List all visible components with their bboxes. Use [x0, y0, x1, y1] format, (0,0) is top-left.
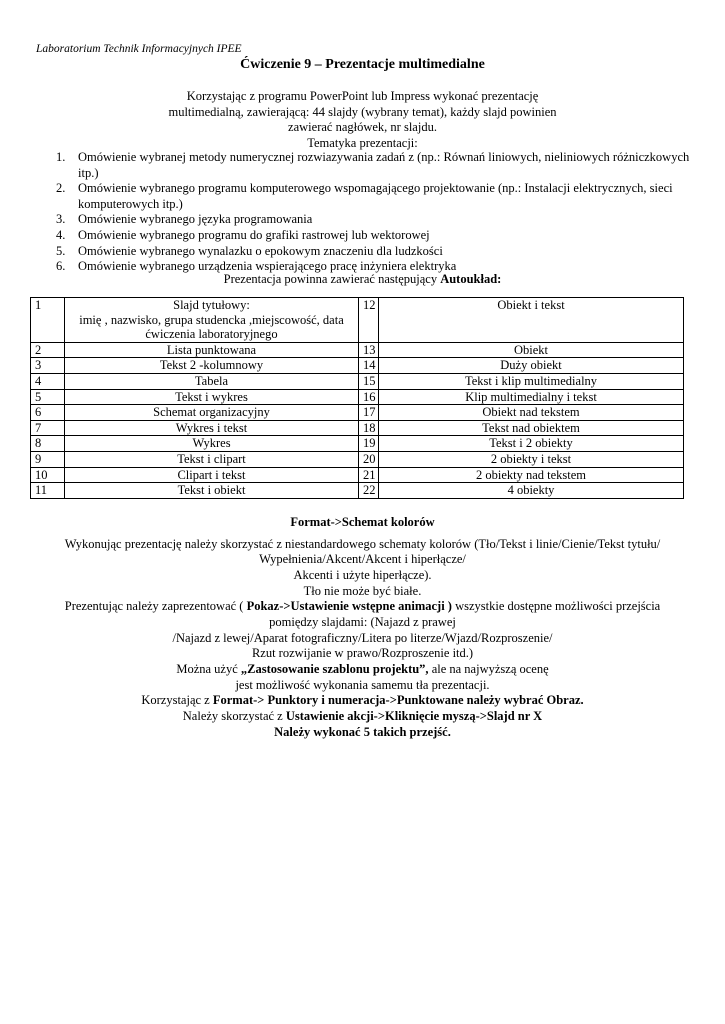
- slide-layout-table: [30, 297, 684, 499]
- outro-line: Korzystając z Format-> Punktory i numeracja->Punktowane należy wybrać Obraz.: [141, 693, 584, 708]
- slide-number: 1: [31, 298, 65, 343]
- slide-layout-name: Tekst i clipart: [65, 451, 359, 467]
- slide-number: 14: [359, 358, 379, 374]
- slide-number: 4: [31, 373, 65, 389]
- topic-text: Omówienie wybranego wynalazku o epokowym znaczeniu dla ludzkości: [78, 243, 443, 258]
- slide-layout-name: 2 obiekty nad tekstem: [379, 467, 684, 483]
- slide-layout-name: Klip multimedialny i tekst: [379, 389, 684, 405]
- slide-layout-name: Duży obiekt: [379, 358, 684, 374]
- final-instruction: Należy wykonać 5 takich przejść.: [274, 724, 451, 739]
- outro-line: Tło nie może być białe.: [303, 583, 422, 598]
- topic-item: [56, 228, 696, 244]
- slide-layout-name: Obiekt i tekst: [379, 298, 684, 343]
- slide-layout-name: Slajd tytułowy: imię , nazwisko, grupa studencka ,miejscowość, data ćwiczenia laboratoryjnego: [65, 298, 359, 343]
- topic-number: 4.: [56, 227, 66, 242]
- topic-text: Omówienie wybranej metody numerycznej rozwiazywania zadań z (np.: Równań liniowych, nieliniowych różniczkowych itp.): [78, 150, 690, 180]
- slide-number: 17: [359, 405, 379, 421]
- slide-number: 16: [359, 389, 379, 405]
- slide-layout-name: Tekst i obiekt: [65, 483, 359, 499]
- outro-line: Rzut rozwijanie w prawo/Rozproszenie itd.): [251, 646, 474, 661]
- outro-line: Wypełnienia/Akcent/Akcent i hiperłącze/: [259, 552, 466, 567]
- slide-layout-name: Tekst i klip multimedialny: [379, 373, 684, 389]
- slide-layout-name: Schemat organizacyjny: [65, 405, 359, 421]
- outro-line: jest możliwość wykonania samemu tła prezentacji.: [235, 677, 490, 692]
- topic-item: [56, 150, 696, 181]
- slide-number: 21: [359, 467, 379, 483]
- slide-number: 5: [31, 389, 65, 405]
- topic-text: Omówienie wybranego urządzenia wspierającego pracę inżyniera elektryka: [78, 259, 457, 274]
- slide-number: 7: [31, 420, 65, 436]
- slide-layout-name: Tekst i wykres: [65, 389, 359, 405]
- outro-line: Należy skorzystać z Ustawienie akcji->Kliknięcie myszą->Slajd nr X: [182, 709, 543, 724]
- outro-line: /Najazd z lewej/Aparat fotograficzny/Litera po literze/Wjazd/Rozproszenie/: [172, 630, 553, 645]
- topic-number: 5.: [56, 243, 66, 258]
- topics-list: [56, 150, 696, 275]
- slide-number: 22: [359, 483, 379, 499]
- action-menu-path: Ustawienie akcji->Kliknięcie myszą->Slajd nr X: [285, 709, 543, 724]
- intro-line: multimedialną, zawierającą: 44 slajdy (wybrany temat), każdy slajd powinien: [168, 104, 557, 119]
- bullets-menu-path: Format-> Punktory i numeracja->Punktowane należy wybrać Obraz.: [212, 693, 584, 708]
- slide-layout-name: Tekst i 2 obiekty: [379, 436, 684, 452]
- slide-number: 20: [359, 451, 379, 467]
- slide-layout-name: Wykres: [65, 436, 359, 452]
- topic-text: Omówienie wybranego języka programowania: [78, 212, 313, 227]
- layout-lead: Prezentacja powinna zawierać następujący Autoukład:: [223, 272, 502, 286]
- slide-layout-name: Tekst nad obiektem: [379, 420, 684, 436]
- slide-number: 10: [31, 467, 65, 483]
- intro-paragraph: [0, 89, 725, 151]
- exercise-title: Ćwiczenie 9 – Prezentacje multimedialne: [240, 57, 485, 72]
- table-row: [31, 405, 684, 421]
- slide-number: 8: [31, 436, 65, 452]
- lab-header: Laboratorium Technik Informacyjnych IPEE: [36, 43, 242, 55]
- slide-number: 18: [359, 420, 379, 436]
- intro-line: Korzystając z programu PowerPoint lub Impress wykonać prezentację: [186, 89, 539, 103]
- slide-number: 19: [359, 436, 379, 452]
- table-row: [31, 373, 684, 389]
- intro-line: zawierać nagłówek, nr slajdu.: [288, 120, 437, 135]
- slide-layout-name: 2 obiekty i tekst: [379, 451, 684, 467]
- slide-number: 2: [31, 342, 65, 358]
- outro-line: Wykonując prezentację należy skorzystać z niestandardowego schematy kolorów (Tło/Tekst i linie/Cienie/Tekst tytułu/: [64, 536, 661, 551]
- table-row: [31, 483, 684, 499]
- topics-heading: Tematyka prezentacji:: [307, 135, 418, 150]
- slide-layout-name: Tekst 2 -kolumnowy: [65, 358, 359, 374]
- slide-layout-name: 4 obiekty: [379, 483, 684, 499]
- table-row: [31, 389, 684, 405]
- table-row: [31, 358, 684, 374]
- table-row: [31, 467, 684, 483]
- slide-number: 6: [31, 405, 65, 421]
- topic-item: [56, 212, 696, 228]
- table-row: [31, 451, 684, 467]
- slide-layout-name: Obiekt: [379, 342, 684, 358]
- autolayout-label: Autoukład:: [440, 272, 502, 286]
- topic-text: Omówienie wybranego programu do grafiki rastrowej lub wektorowej: [78, 227, 430, 242]
- table-row: [31, 342, 684, 358]
- slide-number: 13: [359, 342, 379, 358]
- topic-number: 3.: [56, 212, 66, 227]
- slide-layout-name: Obiekt nad tekstem: [379, 405, 684, 421]
- topic-item: [56, 244, 696, 260]
- animation-menu-path: Pokaz->Ustawienie wstępne animacji ): [246, 599, 452, 614]
- topic-item: [56, 181, 696, 212]
- slide-number: 15: [359, 373, 379, 389]
- outro-line: pomiędzy slajdami: (Najazd z prawej: [269, 615, 456, 630]
- slide-number: 11: [31, 483, 65, 499]
- table-row: [31, 298, 684, 343]
- scheme-heading: Format->Schemat kolorów: [290, 515, 435, 529]
- template-option: „Zastosowanie szablonu projektu”,: [240, 662, 429, 677]
- outro-line: Akcenti i użyte hiperłącze).: [293, 567, 432, 582]
- outro-line: Można użyć „Zastosowanie szablonu projektu”, ale na najwyższą ocenę: [176, 662, 549, 677]
- topic-number: 6.: [56, 259, 66, 274]
- table-row: [31, 420, 684, 436]
- slide-number: 3: [31, 358, 65, 374]
- color-scheme-section: [0, 515, 725, 741]
- outro-line: Prezentując należy zaprezentować ( Pokaz->Ustawienie wstępne animacji ) wszystkie dostępne możliwości przejścia: [64, 599, 661, 614]
- slide-layout-name: Tabela: [65, 373, 359, 389]
- topic-text: Omówienie wybranego programu komputerowego wspomagającego projektowanie (np.: Instalacji elektrycznych, sieci komputerowych itp.): [78, 181, 673, 211]
- topic-number: 1.: [56, 150, 66, 164]
- slide-layout-name: Clipart i tekst: [65, 467, 359, 483]
- table-row: [31, 436, 684, 452]
- topic-number: 2.: [56, 181, 66, 196]
- slide-number: 12: [359, 298, 379, 343]
- slide-number: 9: [31, 451, 65, 467]
- slide-layout-name: Lista punktowana: [65, 342, 359, 358]
- slide-layout-name: Wykres i tekst: [65, 420, 359, 436]
